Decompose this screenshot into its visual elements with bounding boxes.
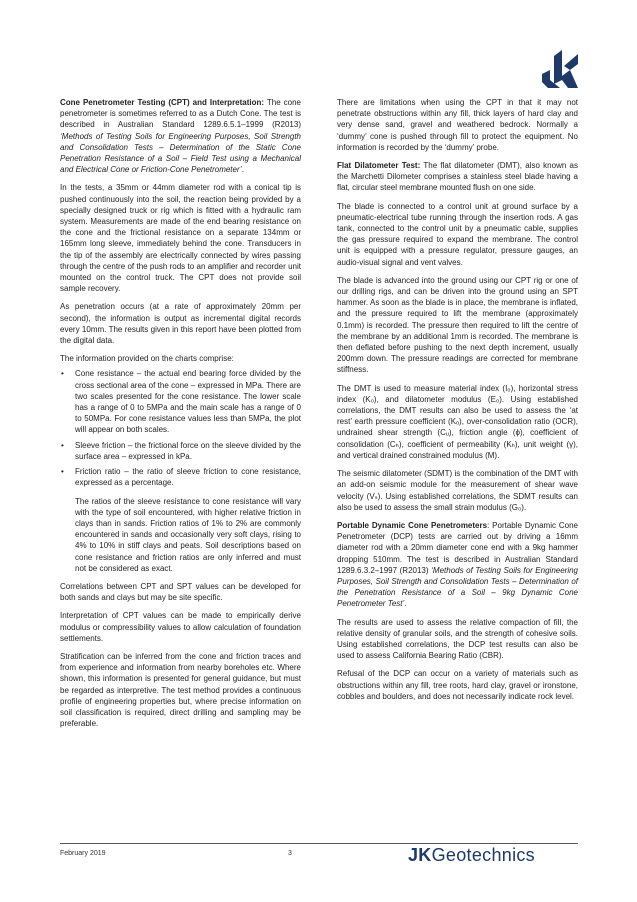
dcp-intro: : Portable Dynamic Cone Penetrometer (DCP) tests are carried out by driving a 16mm diameter rod with a 20mm diameter cone end with a 9kg hammer dropping 510mm. The test is described in Australian Standard 1289.6.3.2–1997 (R2013) [337,520,579,575]
dcp-heading: Portable Dynamic Cone Penetrometers [337,520,488,530]
sdmt-paragraph: The seismic dilatometer (SDMT) is the combination of the DMT with an add-on seismic module for the measurement of shear wave velocity (Vₛ). Using established correlations, the SDMT results can also be used to assess the small strain modulus (G₀). [337,469,578,512]
brand-suffix: Geotechnics [431,845,535,865]
stratification-paragraph: Stratification can be inferred from the cone and friction traces and from experience and information from nearby boreholes etc. Where shown, this information is presented for general guidance, but must be regarded as interpretive. The test method provides a continuous profile of engineering properties but, where precise information on soil classification is required, direct drilling and sampling may be preferable. [60,651,301,729]
list-item: • Cone resistance – the actual end bearing force divided by the cross sectional area of the cone – expressed in MPa. There are two scales presented for the cone resistance. The lower scale has a range of 0 to 5MPa and the main scale has a range of 0 to 50MPa. For cone resistance values less than 5MPa, the plot will appear on both scales. [75,368,301,435]
dmt-used-paragraph: The DMT is used to measure material index (I₀), horizontal stress index (K₀), and dilatometer modulus (E₀). Using established correlations, the DMT results can also be used to assess the ‘at rest’ earth pressure coefficient (Kₒ), over-consolidation ratio (OCR), undrained shear strength (Cᵤ), friction angle (ϕ), coefficient of consolidation (Cₕ), coefficient of permeability (Kₕ), unit weight (γ), and vertical drained constrained modulus (M). [337,383,578,460]
dcp-standard-title: ‘Methods of Testing Soils for Engineering Purposes, Soil Strength and Consolidation Tests – Determination of the Penetration Resistance of a Soil – 9kg Dynamic Cone Penetrometer Test’ [337,565,579,609]
dcp-results-paragraph: The results are used to assess the relative compaction of fill, the relative density of granular soils, and the strength of cohesive soils. Using established correlations, the DCP test results can also be used to assess California Bearing Ratio (CBR). [337,617,578,661]
page-number: 3 [288,850,292,857]
dmt-intro: The flat dilatometer (DMT), also known as the Marchetti Dilometer comprises a stainless steel blade having a flat, circular steel membrane mounted flush on one side. [337,161,578,193]
brand-prefix: JK [408,845,432,865]
dcp-paragraph [337,520,578,610]
left-column [60,97,301,736]
footer-divider [60,843,578,844]
advanced-paragraph: The blade is advanced into the ground using our CPT rig or one of our drilling rigs, and can be driven into the ground using an SPT hammer. As soon as the blade is in place, the membrane is inflated, and the pressure required to lift the membrane (approximately 0.1mm) is recorded. The pressure then required to lift the centre of the membrane by an additional 1mm is recorded. The membrane is then deflated before pushing to the next depth increment, usually 200mm down. The pressure readings are corrected for membrane stiffness. [337,275,578,375]
cpt-heading: Cone Penetrometer Testing (CPT) and Interpretation: [60,98,265,107]
blade-paragraph: The blade is connected to a control unit at ground surface by a pneumatic-electrical tube running through the insertion rods. A gas tank, connected to the control unit by a pneumatic cable, supplies the gas pressure required to expand the membrane. The control unit is equipped with a pressure regulator, pressure gauges, an audio-visual signal and vent valves. [337,201,578,267]
cpt-standard-title: ‘Methods of Testing Soils for Engineering Purposes, Soil Strength and Consolidation Tests – Determination of the Static Cone Penetration Resistance of a Soil – Field Test using a Mechanical and Electrical Cone or Friction-Cone Penetrometer’ [60,131,301,175]
cpt-intro-end: . [241,165,244,175]
interpretation-paragraph: Interpretation of CPT values can be made to empirically derive modulus or compressibility values to allow calculation of foundation settlements. [60,611,301,643]
penetration-paragraph: As penetration occurs (at a rate of approximately 20mm per second), the information is output as incremental digital records every 10mm. The results given in this report have been plotted from the digital data. [60,302,301,346]
dmt-paragraph [337,160,578,194]
charts-list [60,368,301,488]
dcp-end: . [404,599,407,609]
limitations-paragraph: There are limitations when using the CPT in that it may not penetrate obstructions within any fill, thick layers of hard clay and very dense sand, gravel and weathered bedrock. Normally a ‘dummy’ cone is pushed through fill to protect the equipment. No information is recorded by the ‘dummy’ probe. [337,98,578,152]
ratios-paragraph: The ratios of the sleeve resistance to cone resistance will vary with the type of soil encountered, with higher relative friction in clays than in sands. Friction ratios of 1% to 2% are commonly encountered in sands and occasionally very soft clays, rising to 4% to 10% in stiff clays and peats. Soil descriptions based on cone resistance and friction ratios are only inferred and must not be considered as exact. [75,496,301,573]
brand-wordmark [408,845,535,865]
dmt-heading: Flat Dilatometer Test: [337,161,421,171]
correlations-paragraph: Correlations between CPT and SPT values can be developed for both sands and clays but may be site specific. [60,581,301,603]
tests-paragraph: In the tests, a 35mm or 44mm diameter rod with a conical tip is pushed continuously into the soil, the reaction being provided by a specially designed truck or rig which is fitted with a hydraulic ram system. Measurements are made of the end bearing resistance on the cone and the frictional resistance on a separate 134mm or 165mm long sleeve, immediately behind the cone. Transducers in the tip of the assembly are electrically connected by wires passing through the centre of the push rods to an amplifier and recorder unit mounted on the control truck. The CPT does not provide soil sample recovery. [60,183,301,294]
jk-logo-icon [540,50,580,88]
right-column [337,97,578,709]
cpt-intro: The cone penetrometer is sometimes referred to as a Dutch Cone. The test is described in Australian Standard 1289.6.5.1–1999 (R2013) [60,98,301,130]
refusal-paragraph: Refusal of the DCP can occur on a variety of materials such as obstructions within any fill, tree roots, hard clay, gravel or ironstone, cobbles and boulders, and does not necessarily indicate rock level. [337,669,578,701]
cpt-paragraph [60,97,301,175]
footer-date: February 2019 [60,850,106,857]
charts-intro: The information provided on the charts comprise: [60,354,234,364]
list-item: • Friction ratio – the ratio of sleeve friction to cone resistance, expressed as a percentage. [75,466,301,488]
list-item: • Sleeve friction – the frictional force on the sleeve divided by the surface area – expressed in kPa. [75,440,301,462]
